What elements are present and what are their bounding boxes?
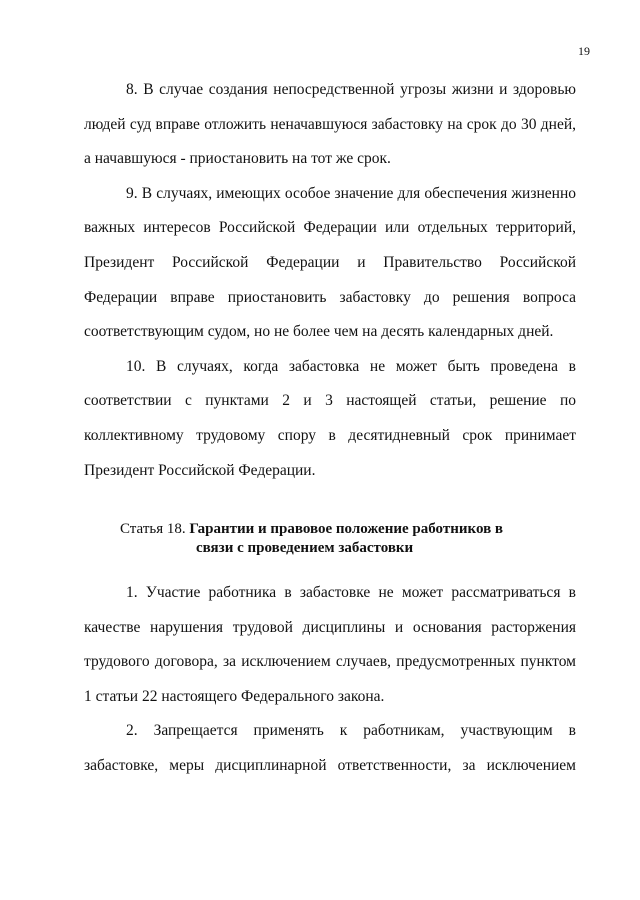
article-18-heading [120, 520, 540, 558]
paragraph-1: 1. Участие работника в забастовке не может рассматриваться в качестве нарушения трудовой дисциплины и основания расторжения трудового договора, за исключением случаев, предусмотренных пунктом 1 статьи 22 настоящего Федерального закона. [84, 584, 576, 705]
paragraph-2: 2. Запрещается применять к работникам, участвующим в забастовке, меры дисциплинарной ответственности, за исключением [84, 722, 576, 774]
paragraph-8: 8. В случае создания непосредственной угрозы жизни и здоровью людей суд вправе отложить неначавшуюся забастовку на срок до 30 дней, а начавшуюся - приостановить на тот же срок. [84, 81, 576, 168]
article-17-continuation [84, 73, 576, 488]
article-18-body [84, 576, 576, 784]
page-number: 19 [578, 44, 590, 58]
paragraph-9: 9. В случаях, имеющих особое значение для обеспечения жизненно важных интересов Российской Федерации или отдельных территорий, Президент Российской Федерации и Правительство Российской Федерации вправе приостановить забастовку до решения вопроса соответствующим судом, но не более чем на десять календарных дней. [84, 184, 576, 341]
article-label: Статья 18. [120, 521, 186, 537]
paragraph-10: 10. В случаях, когда забастовка не может быть проведена в соответствии с пунктами 2 и 3 настоящей статьи, решение по коллективному трудовому спору в десятидневный срок принимает Президент Российской Федерации. [84, 357, 576, 479]
article-title-line-1: Гарантии и правовое положение работников в [189, 521, 504, 537]
article-title-line-2: связи с проведением забастовки [196, 540, 414, 556]
